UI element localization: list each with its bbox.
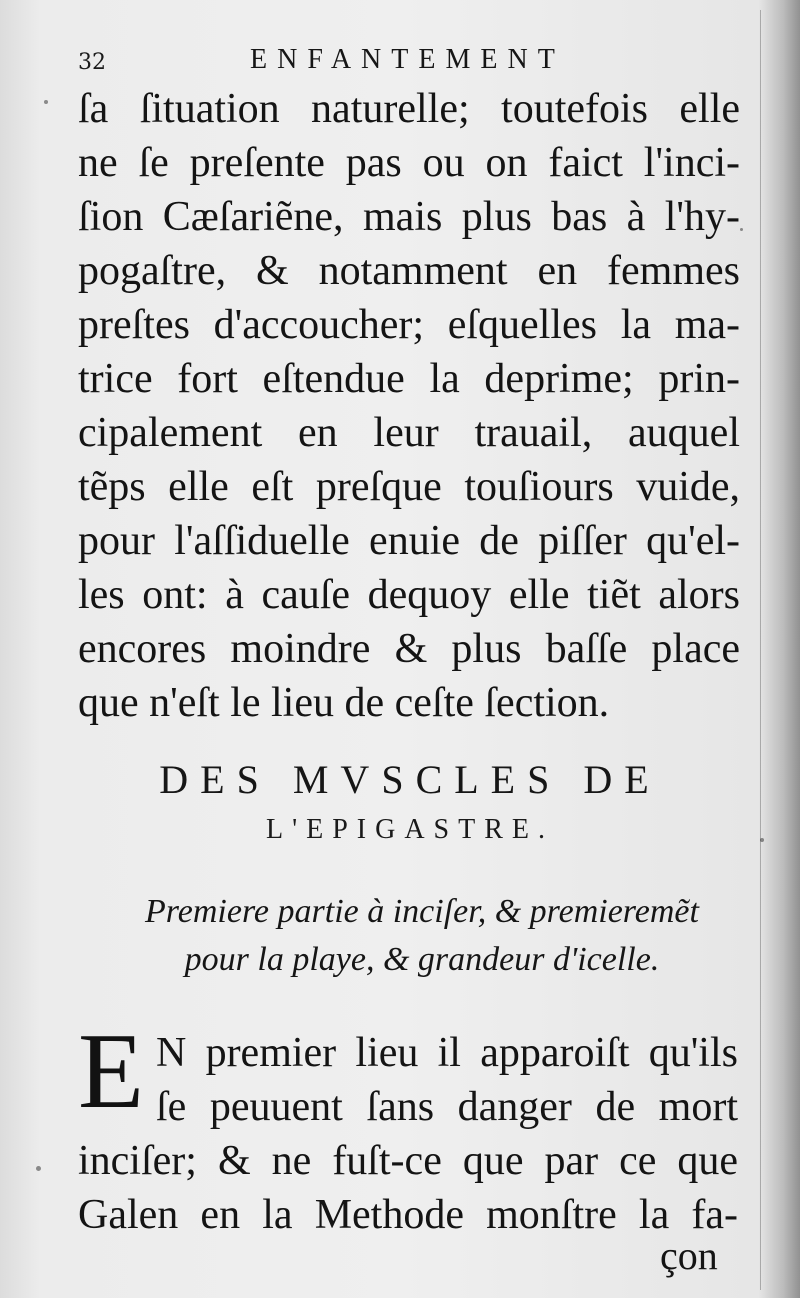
text-line: tẽps elle eſt preſque touſiours vuide, <box>78 464 740 510</box>
text-line: cipalement en leur trauail, auquel <box>78 410 740 456</box>
text-line: les ont: à cauſe dequoy elle tiẽt alors <box>78 572 740 618</box>
text-line: ſion Cæſariẽne, mais plus bas à l'hy- <box>78 194 740 240</box>
text-line: ne ſe preſente pas ou on faict l'inci- <box>78 140 740 186</box>
body-text-second <box>78 1012 768 1242</box>
page-header <box>78 44 758 84</box>
text-line: pogaſtre, & notamment en femmes <box>78 248 740 294</box>
text-line: pour l'aſſiduelle enuie de piſſer qu'el- <box>78 518 740 564</box>
text-line: encores moindre & plus baſſe place <box>78 626 740 672</box>
catchword: çon <box>660 1233 718 1278</box>
text-line: N premier lieu il apparoiſt qu'ils <box>156 1030 738 1076</box>
ink-speck <box>740 228 743 231</box>
text-line: ſa ſituation naturelle; toutefois elle <box>78 86 740 132</box>
italic-subheading-line: pour la playe, & grandeur d'icelle. <box>184 941 660 978</box>
body-text <box>78 82 768 730</box>
italic-subheading <box>82 888 762 984</box>
running-head: ENFANTEMENT <box>250 44 565 75</box>
text-line: preſtes d'accoucher; eſquelles la ma- <box>78 302 740 348</box>
section-subtitle: L'EPIGASTRE. <box>265 814 555 845</box>
text-line: que n'eſt le lieu de ceſte ſection. <box>78 680 610 726</box>
text-line: trice fort eſtendue la deprime; prin- <box>78 356 740 402</box>
ink-speck <box>760 838 764 842</box>
section-title: DES MVSCLES DE <box>159 757 661 802</box>
text-line: inciſer; & ne fuſt-ce que par ce que <box>78 1138 738 1184</box>
text-line: ſe peuuent ſans danger de mort <box>156 1084 738 1130</box>
ink-speck <box>36 1166 41 1171</box>
drop-cap: E <box>78 1012 144 1131</box>
ink-speck <box>44 100 48 104</box>
page-number: 32 <box>78 50 106 75</box>
italic-subheading-line: Premiere partie à inciſer, & premieremẽt <box>145 893 699 930</box>
text-line: Galen en la Methode monſtre la fa- <box>78 1192 738 1238</box>
